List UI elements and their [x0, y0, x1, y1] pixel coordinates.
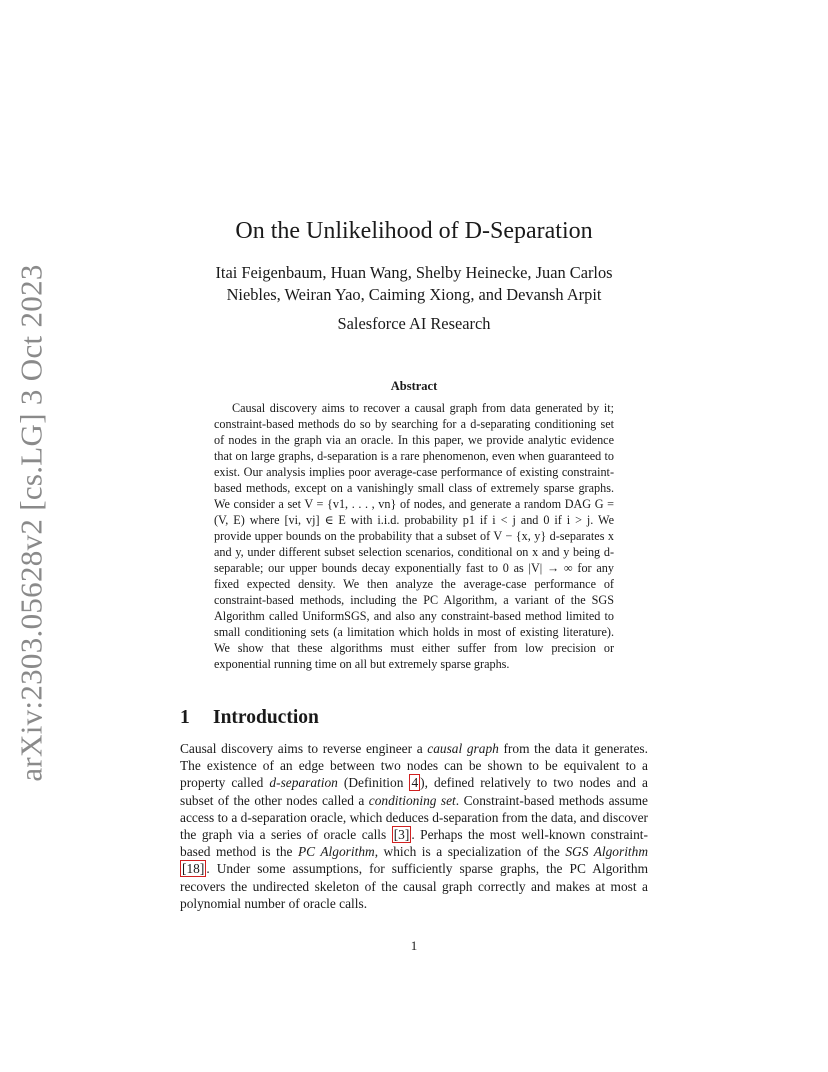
text-run: ), defined relatively to two nodes and a subset of the other nodes called a	[180, 775, 648, 808]
arxiv-side-stamp	[4, 263, 60, 782]
text-run: Causal discovery aims to reverse engineer a	[180, 741, 428, 756]
author-line: Itai Feigenbaum, Huan Wang, Shelby Heinecke, Juan Carlos	[215, 263, 613, 282]
abstract-heading: Abstract	[390, 379, 438, 393]
citation-link[interactable]: 4	[411, 775, 419, 791]
paper-title: On the Unlikelihood of D-Separation	[235, 218, 593, 244]
abstract-text: Causal discovery aims to recover a causal graph from data generated by it; constraint-based methods do so by searching for a d-separating conditioning set of nodes in the graph via an oracle. In this paper, we provide analytic evidence that on large graphs, d-separation is a rare phenomenon, even when guaranteed to exist. Our analysis implies poor average-case performance of existing constraint-based methods, except on a vanishingly small class of extremely sparse graphs. We consider a set V = {v1, . . . , vn} of nodes, and generate a random DAG G = (V, E) where [vi, vj] ∈ E with i.i.d. probability p1 if i < j and 0 if i > j. We provide upper bounds on the probability that a subset of V − {x, y} d-separates x and y, under different subset selection scenarios, conditional on x and y being d-separable; our upper bounds decay exponentially fast to 0 as |V| → ∞ for any fixed expected density. We then analyze the average-case performance of constraint-based methods, including the PC Algorithm, a variant of the SGS Algorithm called UniformSGS, and also any constraint-based method limited to small conditioning sets (a limitation which holds in most of existing literature). We show that these algorithms must either suffer from low precision or exponential running time on all but extremely sparse graphs.	[214, 401, 614, 671]
page-number: 1	[410, 938, 418, 953]
text-run: . Constraint-based methods assume access to a d-separation oracle, which deduces d-separation from the data, and discover the graph via a series of oracle calls	[180, 792, 648, 843]
affiliation: Salesforce AI Research	[337, 314, 491, 333]
author-list	[0, 262, 828, 306]
text-run: (Definition	[337, 775, 410, 791]
text-run: , which is a specialization of the	[374, 844, 566, 860]
arxiv-identifier: arXiv:2303.05628v2 [cs.LG] 3 Oct 2023	[14, 263, 50, 782]
author-line: Niebles, Weiran Yao, Caiming Xiong, and Devansh Arpit	[226, 285, 602, 304]
italic-term: conditioning set	[368, 792, 456, 808]
introduction-paragraph	[180, 740, 648, 912]
text-run: . Under some assumptions, for sufficiently sparse graphs, the PC Algorithm recovers the undirected skeleton of the causal graph correctly and makes at most a polynomial number of oracle calls.	[180, 861, 648, 911]
italic-term: PC Algorithm	[298, 844, 375, 860]
italic-term: d-separation	[269, 775, 338, 791]
citation-link[interactable]: [3]	[393, 827, 410, 843]
text-run: . Perhaps the most well-known constraint-based method is the	[180, 827, 648, 860]
citation-link[interactable]: [18]	[182, 861, 205, 877]
section-title: Introduction	[213, 707, 319, 728]
italic-term: SGS Algorithm	[565, 844, 648, 860]
italic-term: causal graph	[427, 741, 499, 756]
text-run: from the data it generates. The existence of an edge between two nodes can be shown to be equivalent to a property called	[180, 741, 648, 791]
section-number: 1	[180, 707, 190, 728]
section-heading	[180, 704, 648, 732]
